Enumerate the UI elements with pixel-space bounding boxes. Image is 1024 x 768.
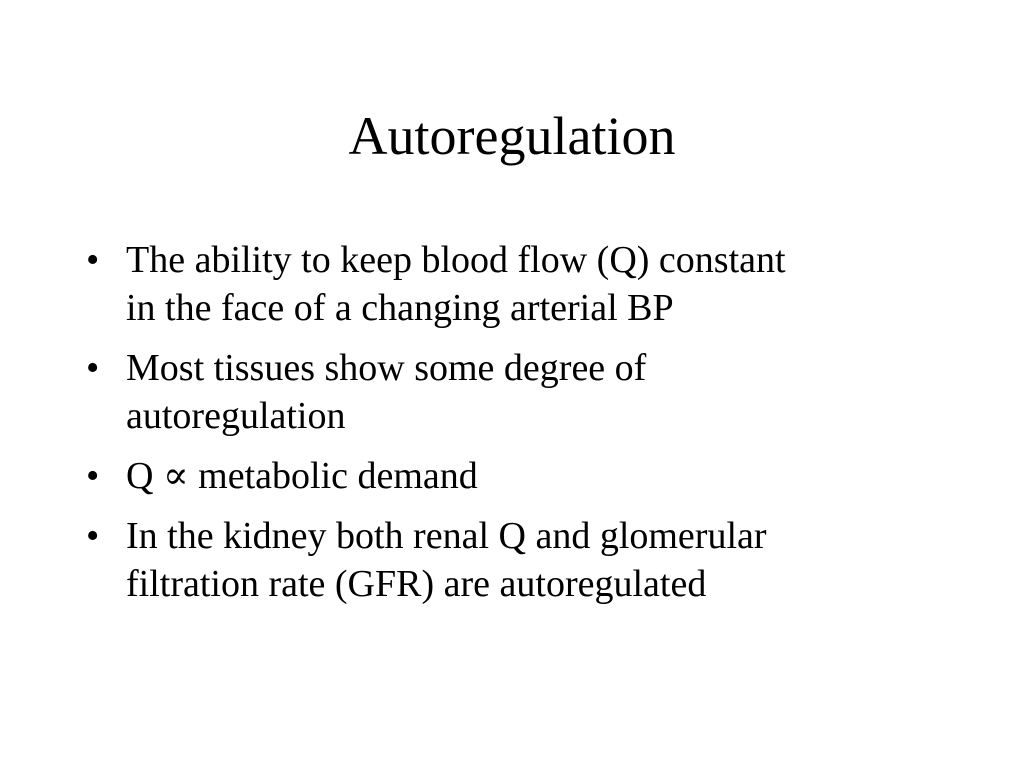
bullet-text-line: autoregulation <box>126 395 346 437</box>
bullet-item-2 <box>86 344 936 440</box>
bullet-text-line: Q ∝ metabolic demand <box>126 455 478 497</box>
slide-title: Autoregulation <box>348 106 676 166</box>
bullet-text-line: In the kidney both renal Q and glomerular <box>126 515 767 557</box>
bullet-text-line: filtration rate (GFR) are autoregulated <box>126 563 707 605</box>
bullet-item-3 <box>86 452 936 500</box>
bullet-marker: • <box>86 455 100 497</box>
bullet-text-line: The ability to keep blood flow (Q) constant <box>126 239 786 281</box>
bullet-marker: • <box>86 239 100 281</box>
bullet-text-line: in the face of a changing arterial BP <box>126 287 674 329</box>
bullet-marker: • <box>86 515 100 557</box>
bullet-text-line: Most tissues show some degree of <box>126 347 647 389</box>
bullet-item-1 <box>86 236 936 332</box>
bullet-list <box>86 236 936 620</box>
bullet-item-4 <box>86 512 936 608</box>
bullet-marker: • <box>86 347 100 389</box>
